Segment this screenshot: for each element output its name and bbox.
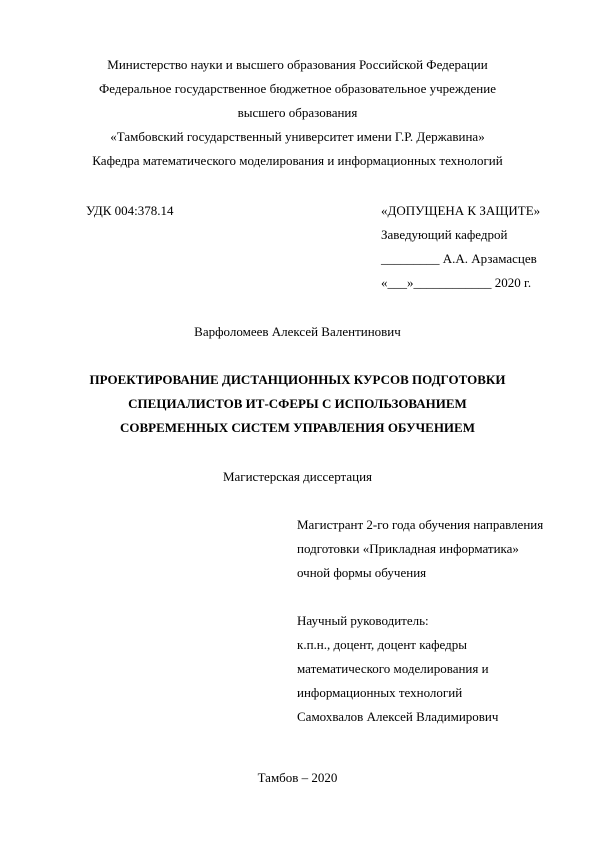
- udk-code: УДК 004:378.14: [86, 203, 174, 218]
- supervisor-department-line-2: информационных технологий: [297, 685, 463, 700]
- thesis-title-line-3: СОВРЕМЕННЫХ СИСТЕМ УПРАВЛЕНИЯ ОБУЧЕНИЕМ: [120, 420, 475, 435]
- approval-signature: _________ А.А. Арзамасцев: [381, 251, 537, 266]
- department-line: Кафедра математического моделирования и информационных технологий: [92, 153, 503, 168]
- approval-date: «___»____________ 2020 г.: [381, 275, 532, 290]
- work-type: Магистерская диссертация: [222, 469, 373, 484]
- institution-type-line: Федеральное государственное бюджетное образовательное учреждение: [99, 81, 496, 96]
- approval-heading: «ДОПУЩЕНА К ЗАЩИТЕ»: [381, 203, 541, 218]
- supervisor-name: Самохвалов Алексей Владимирович: [297, 709, 499, 724]
- education-level-line: высшего образования: [237, 105, 358, 120]
- city-year: Тамбов – 2020: [257, 770, 338, 785]
- supervisor-heading: Научный руководитель:: [297, 613, 429, 628]
- supervisor-degree: к.п.н., доцент, доцент кафедры: [297, 637, 467, 652]
- thesis-title-line-1: ПРОЕКТИРОВАНИЕ ДИСТАНЦИОННЫХ КУРСОВ ПОДГОТОВКИ: [89, 372, 506, 387]
- university-name-line: «Тамбовский государственный университет имени Г.Р. Державина»: [110, 129, 485, 144]
- approval-head-of-department: Заведующий кафедрой: [381, 227, 508, 242]
- supervisor-department-line-1: математического моделирования и: [297, 661, 489, 676]
- student-info-line-2: подготовки «Прикладная информатика»: [297, 541, 519, 556]
- thesis-title-line-2: СПЕЦИАЛИСТОВ ИТ-СФЕРЫ С ИСПОЛЬЗОВАНИЕМ: [128, 396, 467, 411]
- author-name: Варфоломеев Алексей Валентинович: [194, 324, 401, 339]
- ministry-line: Министерство науки и высшего образования Российской Федерации: [107, 57, 488, 72]
- student-info-line-3: очной формы обучения: [297, 565, 427, 580]
- student-info-line-1: Магистрант 2-го года обучения направления: [297, 517, 544, 532]
